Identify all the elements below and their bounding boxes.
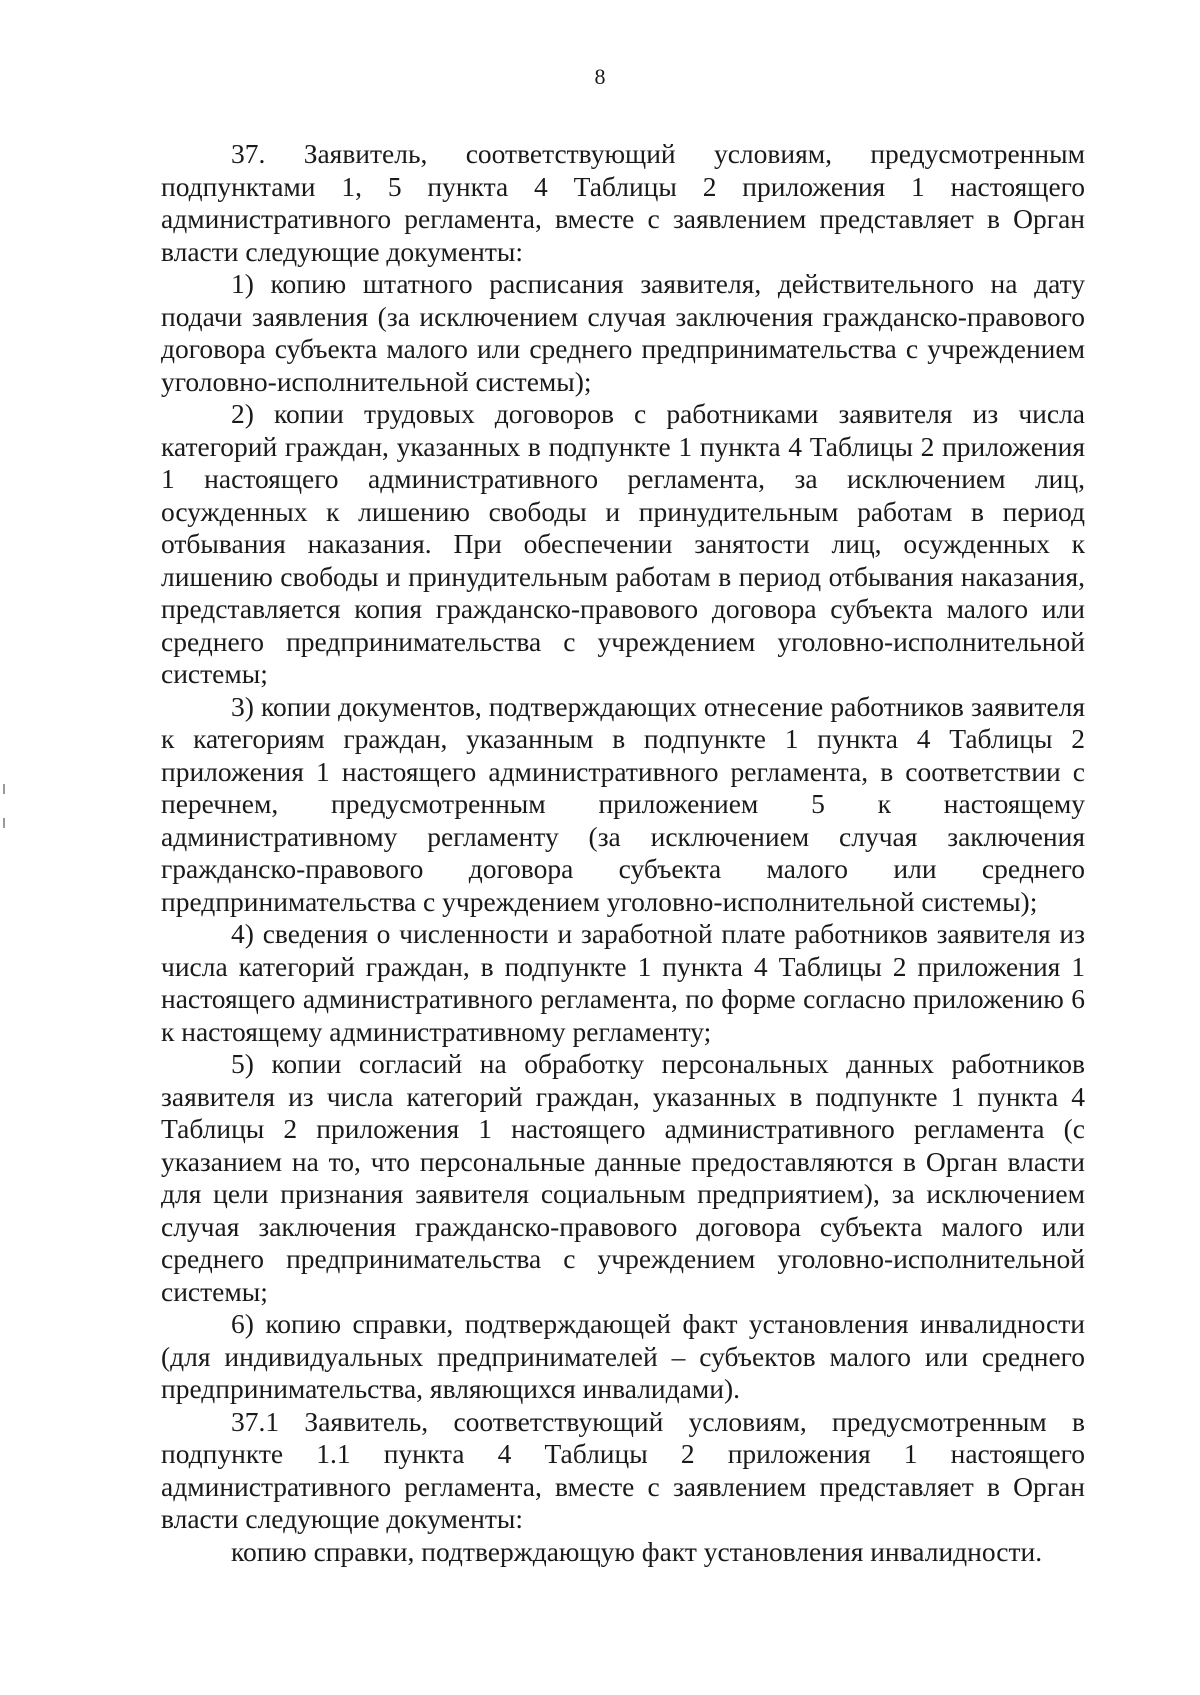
scan-artifact-mark — [3, 818, 5, 828]
paragraph-37-1: 37.1 Заявитель, соответствующий условиям, предусмотренным в подпункте 1.1 пункта 4 Таблицы 2 приложения 1 настоящего административного регламента, вместе с заявлением представляет в Орган власти следующие документы: — [161, 1405, 1085, 1534]
paragraph-37-1-item: копию справки, подтверждающую факт установления инвалидности. — [231, 1535, 1043, 1567]
paragraph-37: 37. Заявитель, соответствующий условиям, предусмотренным подпунктами 1, 5 пункта 4 Таблицы 2 приложения 1 настоящего административного регламента, вместе с заявлением представляет в Орган власти следующие документы: — [161, 138, 1085, 267]
list-item-6: 6) копию справки, подтверждающей факт установления инвалидности (для индивидуальных предпринимателей – субъектов малого или среднего предпринимательства, являющихся инвалидами). — [161, 1308, 1085, 1404]
list-item-1: 1) копию штатного расписания заявителя, действительного на дату подачи заявления (за исключением случая заключения гражданско-правового договора субъекта малого или среднего предпринимательства с учреждением уголовно-исполнительной системы); — [161, 268, 1085, 397]
scan-artifact-mark — [3, 784, 5, 794]
list-item-3: 3) копии документов, подтверждающих отнесение работников заявителя к категориям граждан, указанным в подпункте 1 пункта 4 Таблицы 2 приложения 1 настоящего административного регламента, в соответствии с перечнем, предусмотренным приложением 5 к настоящему административному регламенту (за исключением случая заключения гражданско-правового договора субъекта малого или среднего предпринимательства с учреждением уголовно-исполнительной системы); — [161, 690, 1085, 917]
list-item-5: 5) копии согласий на обработку персональных данных работников заявителя из числа категорий граждан, указанных в подпункте 1 пункта 4 Таблицы 2 приложения 1 настоящего административного регламента (с указанием на то, что персональные данные предоставляются в Орган власти для цели признания заявителя социальным предприятием), за исключением случая заключения гражданско-правового договора субъекта малого или среднего предпринимательства с учреждением уголовно-исполнительной системы; — [161, 1048, 1085, 1307]
list-item-4: 4) сведения о численности и заработной плате работников заявителя из числа категорий граждан, в подпункте 1 пункта 4 Таблицы 2 приложения 1 настоящего административного регламента, по форме согласно приложению 6 к настоящему административному регламенту; — [161, 918, 1085, 1047]
list-item-2: 2) копии трудовых договоров с работниками заявителя из числа категорий граждан, указанных в подпункте 1 пункта 4 Таблицы 2 приложения 1 настоящего административного регламента, за исключением лиц, осужденных к лишению свободы и принудительным работам в период отбывания наказания. При обеспечении занятости лиц, осужденных к лишению свободы и принудительным работам в период отбывания наказания, представляется копия гражданско-правового договора субъекта малого или среднего предпринимательства с учреждением уголовно-исполнительной системы; — [161, 398, 1085, 689]
page-number: 8 — [594, 64, 606, 89]
document-body — [161, 138, 1085, 1568]
